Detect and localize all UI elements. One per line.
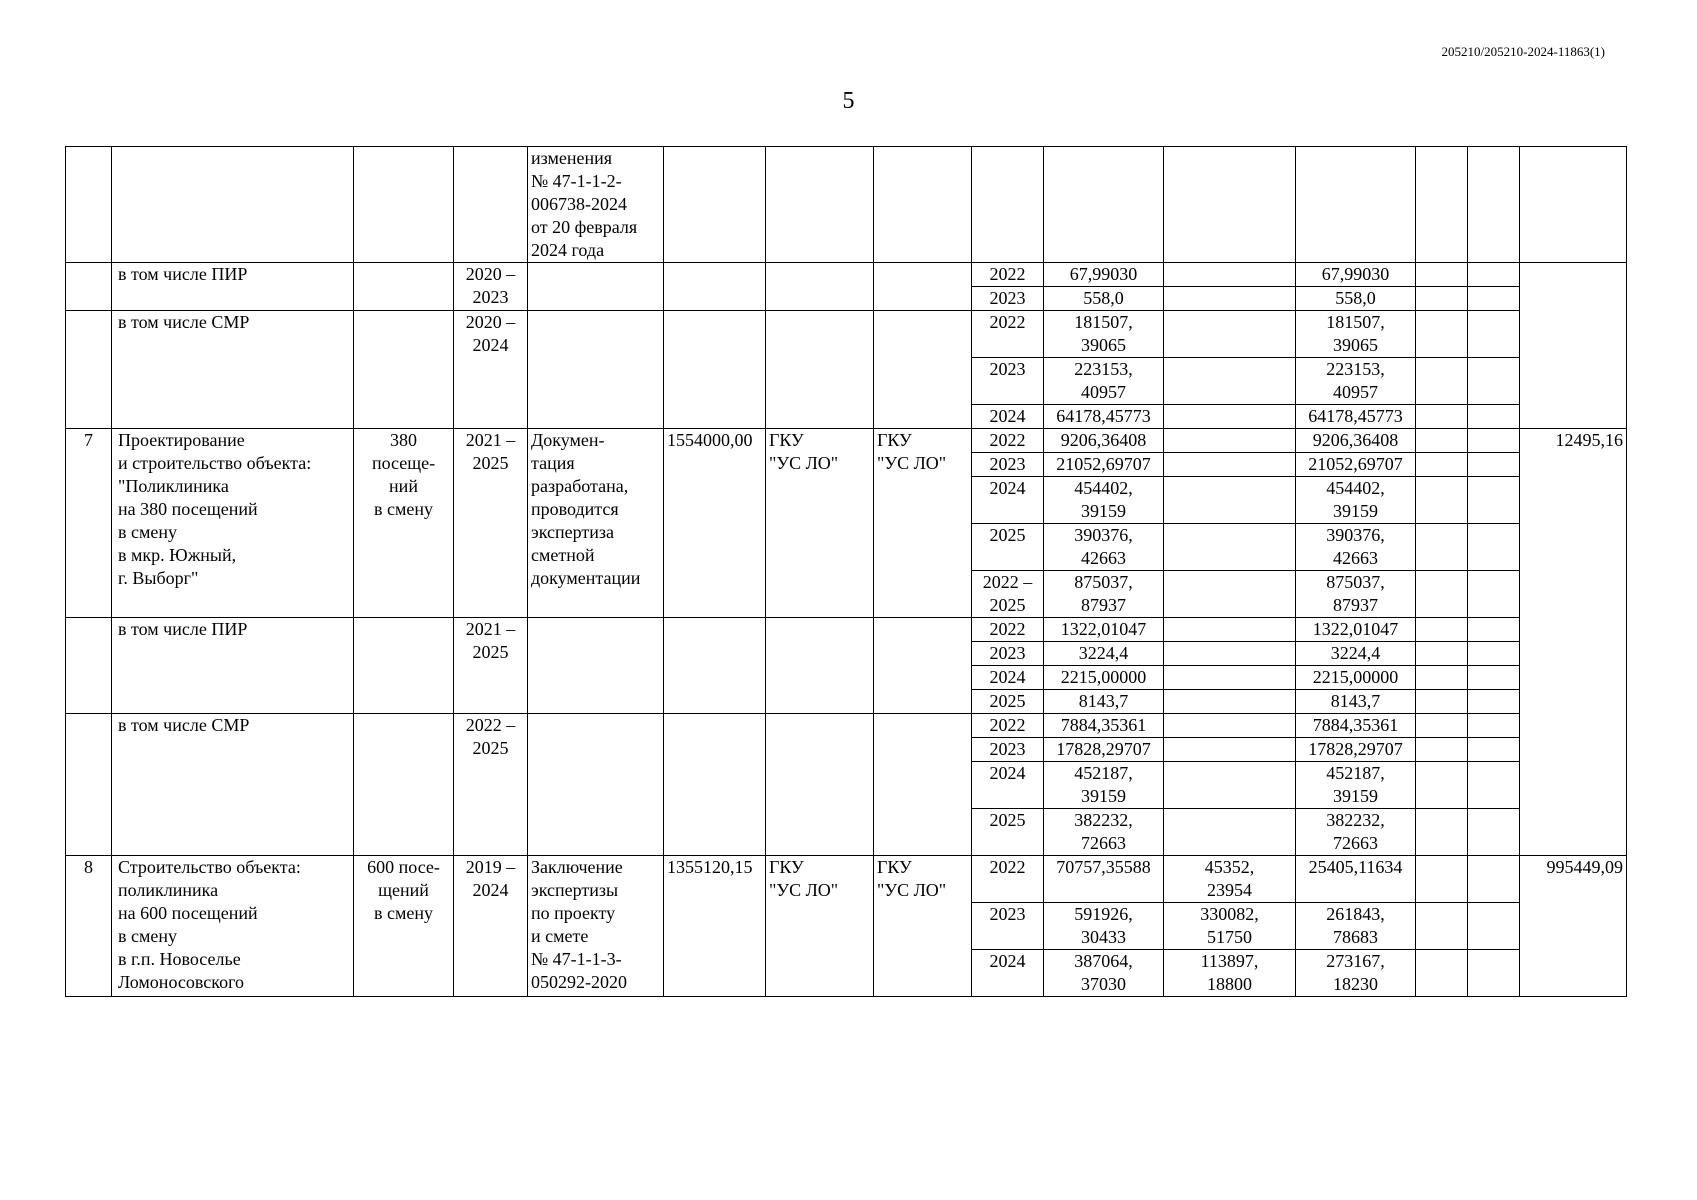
row-number-cell: [66, 618, 112, 714]
table-row: [66, 856, 1627, 903]
year-cell: 2022: [972, 856, 1044, 903]
federal-cell: [1164, 738, 1296, 762]
local-cell: [1416, 666, 1468, 690]
total-cell: 390376, 42663: [1044, 524, 1164, 571]
local-cell: [1416, 950, 1468, 997]
row-number-cell: [66, 147, 112, 263]
total-cell: 454402, 39159: [1044, 477, 1164, 524]
year-cell: 2025: [972, 809, 1044, 856]
total-cell: 17828,29707: [1044, 738, 1164, 762]
local-cell: [1416, 453, 1468, 477]
year-cell: 2022: [972, 618, 1044, 642]
remainder-cell: [1520, 263, 1627, 429]
year-cell: 2022: [972, 263, 1044, 287]
total-cell: 70757,35588: [1044, 856, 1164, 903]
empty-cell: [1164, 147, 1296, 263]
regional-cell: 261843, 78683: [1296, 903, 1416, 950]
empty-cell: [972, 147, 1044, 263]
document-id: 205210/205210-2024-11863(1): [1441, 44, 1605, 59]
regional-cell: 390376, 42663: [1296, 524, 1416, 571]
local-cell: [1416, 405, 1468, 429]
total-cell: 387064, 37030: [1044, 950, 1164, 997]
federal-cell: [1164, 642, 1296, 666]
federal-cell: [1164, 287, 1296, 311]
table-row: [66, 429, 1627, 453]
period-cell: [454, 147, 528, 263]
local-cell: [1416, 690, 1468, 714]
cost-cell: [664, 311, 766, 429]
empty-cell: [1468, 147, 1520, 263]
federal-cell: [1164, 311, 1296, 358]
regional-cell: 64178,45773: [1296, 405, 1416, 429]
table-row: [66, 618, 1627, 642]
table-row: [66, 147, 1627, 263]
object-name-cell: в том числе ПИР: [112, 263, 354, 311]
empty-cell: [1520, 147, 1627, 263]
federal-cell: [1164, 524, 1296, 571]
other-cell: [1468, 856, 1520, 903]
total-cell: 7884,35361: [1044, 714, 1164, 738]
regional-cell: 3224,4: [1296, 642, 1416, 666]
local-cell: [1416, 571, 1468, 618]
other-cell: [1468, 690, 1520, 714]
total-cell: 2215,00000: [1044, 666, 1164, 690]
other-cell: [1468, 809, 1520, 856]
total-cell: 3224,4: [1044, 642, 1164, 666]
other-cell: [1468, 571, 1520, 618]
local-cell: [1416, 287, 1468, 311]
period-cell: 2021 – 2025: [454, 618, 528, 714]
cost-cell: 1554000,00: [664, 429, 766, 618]
regional-cell: 9206,36408: [1296, 429, 1416, 453]
capacity-cell: [354, 714, 454, 856]
builder-cell: ГКУ "УС ЛО": [874, 429, 972, 618]
object-name-cell: [112, 147, 354, 263]
cost-cell: 1355120,15: [664, 856, 766, 997]
local-cell: [1416, 524, 1468, 571]
local-cell: [1416, 642, 1468, 666]
object-name-cell: в том числе СМР: [112, 714, 354, 856]
remainder-cell: 995449,09: [1520, 856, 1627, 997]
other-cell: [1468, 950, 1520, 997]
federal-cell: [1164, 690, 1296, 714]
status-cell: [528, 263, 664, 311]
other-cell: [1468, 263, 1520, 287]
total-cell: 452187, 39159: [1044, 762, 1164, 809]
total-cell: 1322,01047: [1044, 618, 1164, 642]
empty-cell: [874, 147, 972, 263]
regional-cell: 25405,11634: [1296, 856, 1416, 903]
status-cell: [528, 714, 664, 856]
federal-cell: [1164, 405, 1296, 429]
federal-cell: [1164, 666, 1296, 690]
builder-cell: [874, 618, 972, 714]
total-cell: 591926, 30433: [1044, 903, 1164, 950]
status-cell: Заключение экспертизы по проекту и смете № 47-1-1-3- 050292-2020: [528, 856, 664, 997]
page-number: 5: [842, 88, 855, 114]
regional-cell: 558,0: [1296, 287, 1416, 311]
regional-cell: 7884,35361: [1296, 714, 1416, 738]
local-cell: [1416, 263, 1468, 287]
other-cell: [1468, 358, 1520, 405]
total-cell: 382232, 72663: [1044, 809, 1164, 856]
period-cell: 2020 – 2023: [454, 263, 528, 311]
regional-cell: 1322,01047: [1296, 618, 1416, 642]
year-cell: 2024: [972, 405, 1044, 429]
status-cell: Докумен- тация разработана, проводится экспертиза сметной документации: [528, 429, 664, 618]
customer-cell: [766, 618, 874, 714]
federal-cell: [1164, 358, 1296, 405]
local-cell: [1416, 429, 1468, 453]
local-cell: [1416, 738, 1468, 762]
capacity-cell: [354, 311, 454, 429]
empty-cell: [1416, 147, 1468, 263]
other-cell: [1468, 311, 1520, 358]
capacity-cell: [354, 263, 454, 311]
builder-cell: [874, 263, 972, 311]
federal-cell: [1164, 762, 1296, 809]
other-cell: [1468, 903, 1520, 950]
customer-cell: [766, 714, 874, 856]
regional-cell: 382232, 72663: [1296, 809, 1416, 856]
row-number-cell: 7: [66, 429, 112, 618]
period-cell: 2021 – 2025: [454, 429, 528, 618]
federal-cell: [1164, 453, 1296, 477]
federal-cell: [1164, 714, 1296, 738]
total-cell: 67,99030: [1044, 263, 1164, 287]
customer-cell: ГКУ "УС ЛО": [766, 429, 874, 618]
regional-cell: 452187, 39159: [1296, 762, 1416, 809]
regional-cell: 17828,29707: [1296, 738, 1416, 762]
row-number-cell: 8: [66, 856, 112, 997]
table-row: [66, 263, 1627, 287]
total-cell: 875037, 87937: [1044, 571, 1164, 618]
builder-cell: [874, 311, 972, 429]
total-cell: 9206,36408: [1044, 429, 1164, 453]
year-cell: 2023: [972, 738, 1044, 762]
year-cell: 2025: [972, 524, 1044, 571]
builder-cell: [874, 714, 972, 856]
year-cell: 2023: [972, 642, 1044, 666]
empty-cell: [664, 147, 766, 263]
other-cell: [1468, 714, 1520, 738]
local-cell: [1416, 358, 1468, 405]
year-cell: 2023: [972, 287, 1044, 311]
year-cell: 2024: [972, 666, 1044, 690]
status-cell: [528, 311, 664, 429]
year-cell: 2024: [972, 950, 1044, 997]
year-cell: 2024: [972, 762, 1044, 809]
cost-cell: [664, 714, 766, 856]
other-cell: [1468, 429, 1520, 453]
builder-cell: ГКУ "УС ЛО": [874, 856, 972, 997]
customer-cell: ГКУ "УС ЛО": [766, 856, 874, 997]
year-cell: 2023: [972, 358, 1044, 405]
year-cell: 2024: [972, 477, 1044, 524]
total-cell: 21052,69707: [1044, 453, 1164, 477]
other-cell: [1468, 618, 1520, 642]
federal-cell: 330082, 51750: [1164, 903, 1296, 950]
investment-table: [65, 146, 1627, 997]
federal-cell: [1164, 263, 1296, 287]
capacity-cell: [354, 147, 454, 263]
local-cell: [1416, 903, 1468, 950]
federal-cell: [1164, 809, 1296, 856]
local-cell: [1416, 618, 1468, 642]
other-cell: [1468, 524, 1520, 571]
total-cell: 558,0: [1044, 287, 1164, 311]
regional-cell: 454402, 39159: [1296, 477, 1416, 524]
year-cell: 2025: [972, 690, 1044, 714]
federal-cell: [1164, 571, 1296, 618]
empty-cell: [1044, 147, 1164, 263]
period-cell: 2020 – 2024: [454, 311, 528, 429]
object-name-cell: в том числе ПИР: [112, 618, 354, 714]
year-cell: 2022: [972, 714, 1044, 738]
federal-cell: [1164, 429, 1296, 453]
other-cell: [1468, 666, 1520, 690]
remainder-cell: 12495,16: [1520, 429, 1627, 856]
object-name-cell: Проектирование и строительство объекта: "Поликлиника на 380 посещений в смену в мкр. Южный, г. Выборг": [112, 429, 354, 618]
other-cell: [1468, 642, 1520, 666]
year-cell: 2022: [972, 311, 1044, 358]
regional-cell: 223153, 40957: [1296, 358, 1416, 405]
local-cell: [1416, 762, 1468, 809]
capacity-cell: 600 посе- щений в смену: [354, 856, 454, 997]
federal-cell: [1164, 618, 1296, 642]
status-cell: [528, 618, 664, 714]
other-cell: [1468, 453, 1520, 477]
local-cell: [1416, 856, 1468, 903]
object-name-cell: Строительство объекта: поликлиника на 600 посещений в смену в г.п. Новоселье Ломоносовского: [112, 856, 354, 997]
empty-cell: [1296, 147, 1416, 263]
year-cell: 2023: [972, 453, 1044, 477]
federal-cell: 45352, 23954: [1164, 856, 1296, 903]
other-cell: [1468, 738, 1520, 762]
regional-cell: 181507, 39065: [1296, 311, 1416, 358]
period-cell: 2022 – 2025: [454, 714, 528, 856]
table-row: [66, 714, 1627, 738]
year-cell: 2022 – 2025: [972, 571, 1044, 618]
year-cell: 2023: [972, 903, 1044, 950]
federal-cell: [1164, 477, 1296, 524]
regional-cell: 67,99030: [1296, 263, 1416, 287]
local-cell: [1416, 809, 1468, 856]
regional-cell: 273167, 18230: [1296, 950, 1416, 997]
regional-cell: 875037, 87937: [1296, 571, 1416, 618]
total-cell: 181507, 39065: [1044, 311, 1164, 358]
total-cell: 223153, 40957: [1044, 358, 1164, 405]
regional-cell: 21052,69707: [1296, 453, 1416, 477]
row-number-cell: [66, 311, 112, 429]
year-cell: 2022: [972, 429, 1044, 453]
row-number-cell: [66, 714, 112, 856]
cost-cell: [664, 263, 766, 311]
table-row: [66, 311, 1627, 358]
other-cell: [1468, 287, 1520, 311]
capacity-cell: 380 посеще- ний в смену: [354, 429, 454, 618]
other-cell: [1468, 762, 1520, 809]
federal-cell: 113897, 18800: [1164, 950, 1296, 997]
period-cell: 2019 – 2024: [454, 856, 528, 997]
total-cell: 8143,7: [1044, 690, 1164, 714]
row-number-cell: [66, 263, 112, 311]
regional-cell: 2215,00000: [1296, 666, 1416, 690]
regional-cell: 8143,7: [1296, 690, 1416, 714]
local-cell: [1416, 477, 1468, 524]
object-name-cell: в том числе СМР: [112, 311, 354, 429]
customer-cell: [766, 311, 874, 429]
empty-cell: [766, 147, 874, 263]
other-cell: [1468, 477, 1520, 524]
local-cell: [1416, 311, 1468, 358]
other-cell: [1468, 405, 1520, 429]
customer-cell: [766, 263, 874, 311]
local-cell: [1416, 714, 1468, 738]
capacity-cell: [354, 618, 454, 714]
status-cell: изменения № 47-1-1-2- 006738-2024 от 20 февраля 2024 года: [528, 147, 664, 263]
total-cell: 64178,45773: [1044, 405, 1164, 429]
cost-cell: [664, 618, 766, 714]
